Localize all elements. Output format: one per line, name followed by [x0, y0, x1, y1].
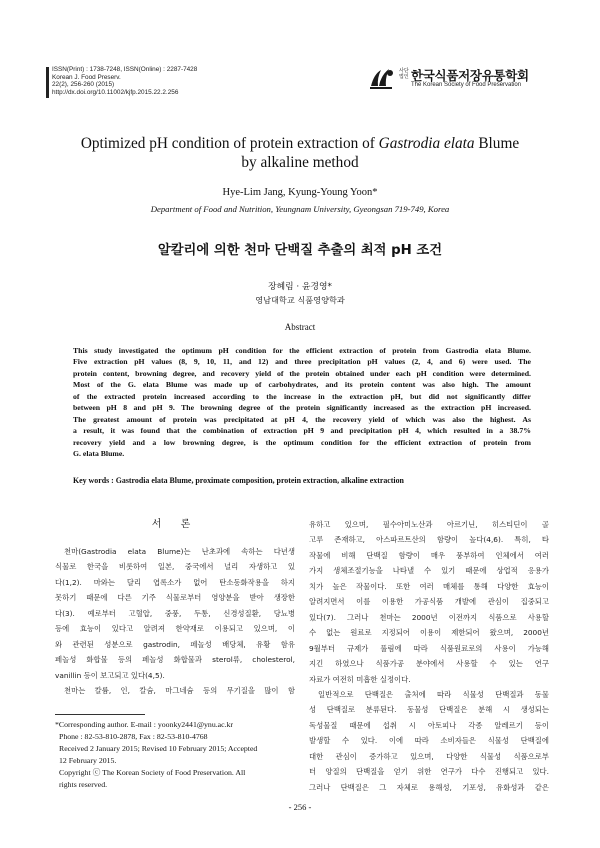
body-line: 지긴 하였으나 식품가공 분야에서 사용할 수 있는 연구 [309, 659, 549, 669]
society-emblem-icon [368, 66, 395, 90]
body-line: 가지 생체조절기능을 나타낼 수 있기 때문에 상업적 응용가 [309, 566, 549, 576]
body-line: 터 양질의 단백질을 얻기 위한 연구가 다수 진행되고 있다. [309, 767, 549, 777]
intro-right-column [309, 517, 549, 795]
affiliation: Department of Food and Nutrition, Yeungnam University, Gyeongsan 719-749, Korea [150, 204, 450, 214]
society-small-label: 사단법인 [399, 68, 409, 80]
body-line: 9월부터 규제가 풀림에 따라 식품원료로의 사용이 가능해 [309, 643, 549, 653]
body-line: 작물에 비해 단백질 함량이 매우 풍부하여 인체에서 여러 [309, 550, 549, 560]
abstract-line: Most of the G. elata Blume was made up of carbohydrates, and its protein content was also high. The amount [73, 380, 531, 390]
copyright-line-cont: rights reserved. [59, 780, 108, 790]
body-line: 자료가 여전히 미흡한 실정이다. [309, 674, 411, 684]
keywords [73, 476, 531, 485]
body-line: 있다(7). 그러나 천마는 2000년 이전까지 식품으로 사용할 [309, 612, 549, 622]
keywords-list: Gastrodia elata Blume, proximate composition, protein extraction, alkaline extraction [115, 476, 404, 485]
body-line: 못하기 때문에 다른 기주 식물로부터 영양분을 받아 생장한 [55, 593, 295, 603]
keywords-label: Key words : [73, 476, 116, 485]
body-line: 천마는 칼륨, 인, 칼슘, 마그네슘 등의 무기질을 많이 함 [64, 686, 295, 696]
society-english-name: The Korean Society of Food Preservation [411, 82, 522, 88]
issn-line: ISSN(Print) : 1738-7248, ISSN(Online) : 2287-7428 [52, 66, 198, 73]
footnote [55, 719, 295, 792]
body-line: 식물로 한국을 비롯하여 일본, 중국에서 널리 자생하고 있 [55, 562, 295, 572]
body-line: 일반적으로 단백질은 출처에 따라 식물성 단백질과 동물 [318, 689, 549, 699]
korean-title: 알칼리에 의한 천마 단백질 추출의 최적 pH 조건 [157, 243, 443, 258]
footnote-rule [55, 714, 145, 715]
body-line: vanillin 등이 보고되고 있다(4,5). [55, 670, 165, 680]
copyright-line: Copyright ⓒ The Korean Society of Food Preservation. All [59, 768, 246, 778]
body-line: 와 관련된 성분으로 gastrodin, 페놀성 배당체, 유황 함유 [55, 639, 295, 649]
body-line: 대한 관심이 증가하고 있으며, 다양한 식물성 식품으로부 [309, 751, 549, 761]
intro-left-column [55, 544, 295, 699]
abstract-line: protein content, browning degree, and recovery yield of the protein obtained under each pH condition were determined. [73, 368, 531, 378]
volume-line: 22(2), 256-260 (2015) [52, 81, 115, 89]
abstract-heading: Abstract [284, 322, 316, 332]
received-line-cont: 12 February 2015. [59, 756, 117, 766]
body-line: 고루 존재하고, 아스파르트산의 함량이 높다(4,6). 특히, 타 [309, 535, 549, 545]
body-line: 치가 높은 작물이다. 또한 여러 매체를 통해 다양한 효능이 [309, 581, 549, 591]
korean-affiliation: 영남대학교 식품영양학과 [255, 295, 345, 305]
corresponding-author: *Corresponding author. E-mail : yoonky2441@ynu.ac.kr [55, 720, 234, 729]
abstract-line: between pH 8 and pH 9. The browning degree of the protein significantly increased as the extraction pH increased. [73, 403, 531, 413]
abstract-line: a result, it was found that the combination of extraction pH 9 and precipitation pH 4, which resulted in a 38.7% [73, 426, 531, 436]
title-suffix: Blume [474, 135, 520, 152]
body-line: 알려지면서 이를 이용한 가공식품 개발에 관심이 집중되고 [309, 597, 549, 607]
body-line: 천마(Gastrodia elata Blume)는 난초과에 속하는 다년생 [64, 547, 295, 556]
body-line: 다(1,2). 마와는 달리 엽록소가 없어 탄소동화작용을 하지 [55, 577, 295, 587]
abstract-line: This study investigated the optimum pH condition for the efficient extraction of protein from Gastrodia elata Blume. [73, 346, 531, 355]
page-number: - 256 - [288, 802, 312, 812]
society-logo-block [368, 64, 558, 94]
body-line: 유하고 있으며, 필수아미노산과 아르기닌, 히스티딘이 골 [309, 520, 549, 529]
abstract-line: The greatest amount of protein was precipitated at pH 4, the recovery yield of which was also the highest. As [73, 414, 531, 424]
abstract-body [73, 345, 531, 460]
society-korean-name: 한국식품저장유통학회 [411, 68, 529, 83]
abstract-line: recovery yield and a low browning degree, is the optimum condition for the efficient extraction of protein from [73, 437, 531, 447]
contact-line: Phone : 82-53-810-2878, Fax : 82-53-810-4768 [59, 732, 208, 742]
journal-info-bar [46, 67, 49, 98]
title-line-2: by alkaline method [241, 154, 359, 171]
title-text: Optimized pH condition of protein extraction of [80, 135, 379, 152]
body-line: 수 없는 원료로 지정되어 이용이 제한되어 왔으며, 2000년 [309, 628, 549, 638]
body-line: 다(3). 예로부터 고혈압, 중풍, 두통, 신경성질환, 당뇨병 [55, 608, 295, 618]
abstract-line: of the extracted protein increased according to the increase in the extraction pH, but did not significantly differ [73, 391, 531, 401]
body-line: 독성물질 때문에 섭취 시 아토피나 각종 알레르기 등이 [309, 720, 549, 730]
body-line: 페놀성 화합물 등의 페놀성 화합물과 sterol류, cholesterol, [55, 655, 295, 665]
authors: Hye-Lim Jang, Kyung-Young Yoon* [222, 187, 378, 198]
title-species: Gastrodia elata [378, 135, 475, 152]
body-line: 그러나 단백질은 그 자체로 용해성, 기포성, 유화성과 같은 [309, 782, 549, 792]
abstract-line: Five extraction pH values (8, 9, 10, 11, and 12) and three precipitation pH values (2, 4, and 6) were used. The [73, 357, 531, 367]
body-line: 성 단백질로 분류된다. 동물성 단백질은 분해 시 생성되는 [309, 705, 549, 715]
body-line: 등에 효능이 있다고 알려져 한약재로 이용되고 있으며, 이 [55, 624, 295, 634]
body-line: 발생할 수 있다. 이에 따라 소비자들은 식물성 단백질에 [309, 736, 549, 746]
korean-authors: 장혜림 · 윤경영* [268, 282, 332, 292]
abstract-line: G. elata Blume. [73, 449, 125, 459]
journal-info [52, 66, 197, 96]
received-line: Received 2 January 2015; Revised 10 February 2015; Accepted [59, 744, 258, 754]
paper-title [40, 134, 560, 172]
journal-name-line: Korean J. Food Preserv. [52, 73, 121, 81]
doi-link[interactable]: http://dx.doi.org/10.11002/kjfp.2015.22.2.256 [52, 88, 179, 96]
intro-heading: 서 론 [151, 519, 199, 530]
